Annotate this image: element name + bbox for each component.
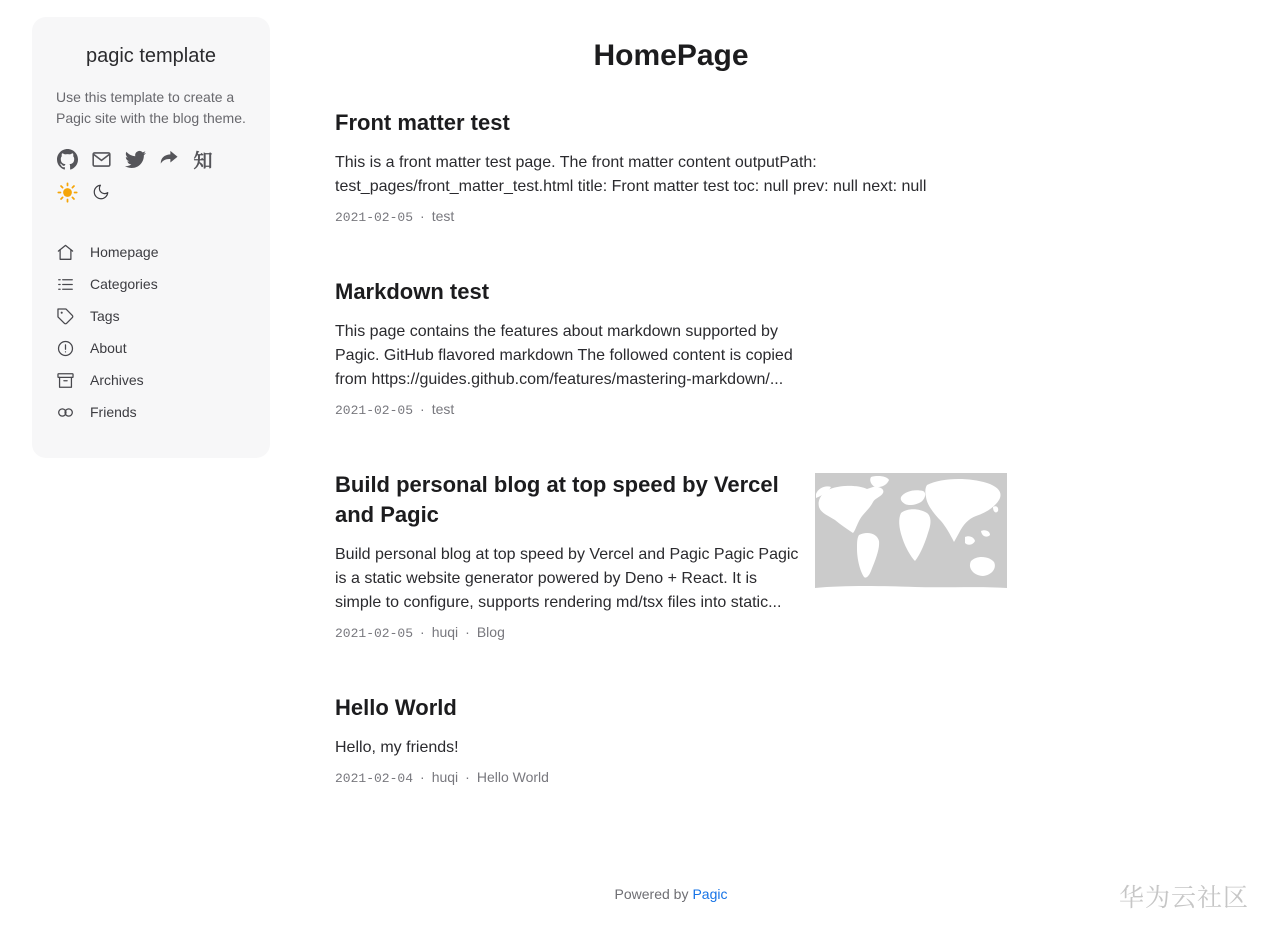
site-title: pagic template [85,45,217,67]
sidebar-item-categories[interactable] [56,268,246,300]
social-links [56,148,246,203]
post-tag-link[interactable]: test [431,208,455,224]
meta-separator: · [465,624,470,640]
info-icon [56,339,75,358]
post-tag-link[interactable]: Hello World [476,769,549,785]
sidebar-item-friends[interactable] [56,396,246,428]
post-date: 2021-02-05 [335,210,414,225]
sidebar-item-label: Tags [90,308,120,324]
sidebar-item-label: Categories [90,276,158,292]
post-front-matter-test [335,108,1007,225]
share-arrow-icon[interactable] [158,148,180,170]
post-date: 2021-02-05 [335,626,414,641]
email-icon[interactable] [90,148,112,170]
archive-icon [56,371,75,390]
site-description: Use this template to create a Pagic site with the blog theme. [56,89,246,126]
post-tag-link[interactable]: test [431,401,455,417]
sidebar-item-label: Friends [90,404,137,420]
sidebar-nav [56,236,246,428]
meta-separator: · [465,769,470,785]
post-excerpt: This is a front matter test page. The front matter content outputPath: test_pages/front_matter_test.html title: Front matter test toc: null prev: null next: null [335,154,927,195]
post-excerpt: Build personal blog at top speed by Vercel and Pagic Pagic Pagic is a static website generator powered by Deno + React. It is simple to configure, supports rendering md/tsx files into static... [335,546,799,611]
twitter-icon[interactable] [124,148,146,170]
post-hello-world [335,693,1007,786]
page-title: HomePage [593,39,749,72]
link-icon [56,403,75,422]
home-icon [56,243,75,262]
world-map-cover-image[interactable] [815,473,1007,597]
sidebar-item-label: Homepage [90,244,159,260]
post-meta [335,769,1007,786]
post-meta [335,208,1007,225]
sidebar-item-label: Archives [90,372,144,388]
main-content [335,0,1007,838]
post-meta [335,401,1007,418]
post-build-blog-vercel-pagic [335,470,1007,641]
post-title-link[interactable]: Hello World [335,695,457,720]
post-title [335,108,1007,138]
github-icon[interactable] [56,148,78,170]
post-author-link[interactable]: huqi [431,769,459,785]
sidebar-item-archives[interactable] [56,364,246,396]
post-excerpt: This page contains the features about markdown supported by Pagic. GitHub flavored markdown The followed content is copied from https://guides.github.com/features/mastering-markdown/... [335,323,793,388]
light-theme-icon[interactable] [56,181,78,203]
sidebar-item-homepage[interactable] [56,236,246,268]
post-date: 2021-02-05 [335,403,414,418]
post-meta [335,624,805,641]
footer [335,886,1007,902]
meta-separator: · [420,769,425,785]
zhihu-icon[interactable]: 知 [193,150,213,172]
watermark: 华为云社区 [1118,884,1249,912]
post-title-link[interactable]: Front matter test [335,110,510,135]
post-markdown-test [335,277,1007,418]
meta-separator: · [420,401,425,417]
powered-by-text: Powered by [614,886,689,902]
sidebar [32,17,270,458]
dark-theme-icon[interactable] [90,181,112,203]
post-title-link[interactable]: Build personal blog at top speed by Vercel and Pagic [335,472,779,527]
meta-separator: · [420,208,425,224]
post-date: 2021-02-04 [335,771,414,786]
post-list [335,108,1007,786]
post-title-link[interactable]: Markdown test [335,279,490,304]
post-tag-link[interactable]: Blog [476,624,505,640]
tag-icon [56,307,75,326]
list-icon [56,275,75,294]
pagic-link[interactable]: Pagic [692,886,728,902]
sidebar-item-label: About [90,340,127,356]
sidebar-item-tags[interactable] [56,300,246,332]
post-title [335,470,805,530]
sidebar-item-about[interactable] [56,332,246,364]
meta-separator: · [420,624,425,640]
post-title [335,693,1007,723]
post-excerpt: Hello, my friends! [335,739,459,756]
post-author-link[interactable]: huqi [431,624,459,640]
post-title [335,277,1007,307]
